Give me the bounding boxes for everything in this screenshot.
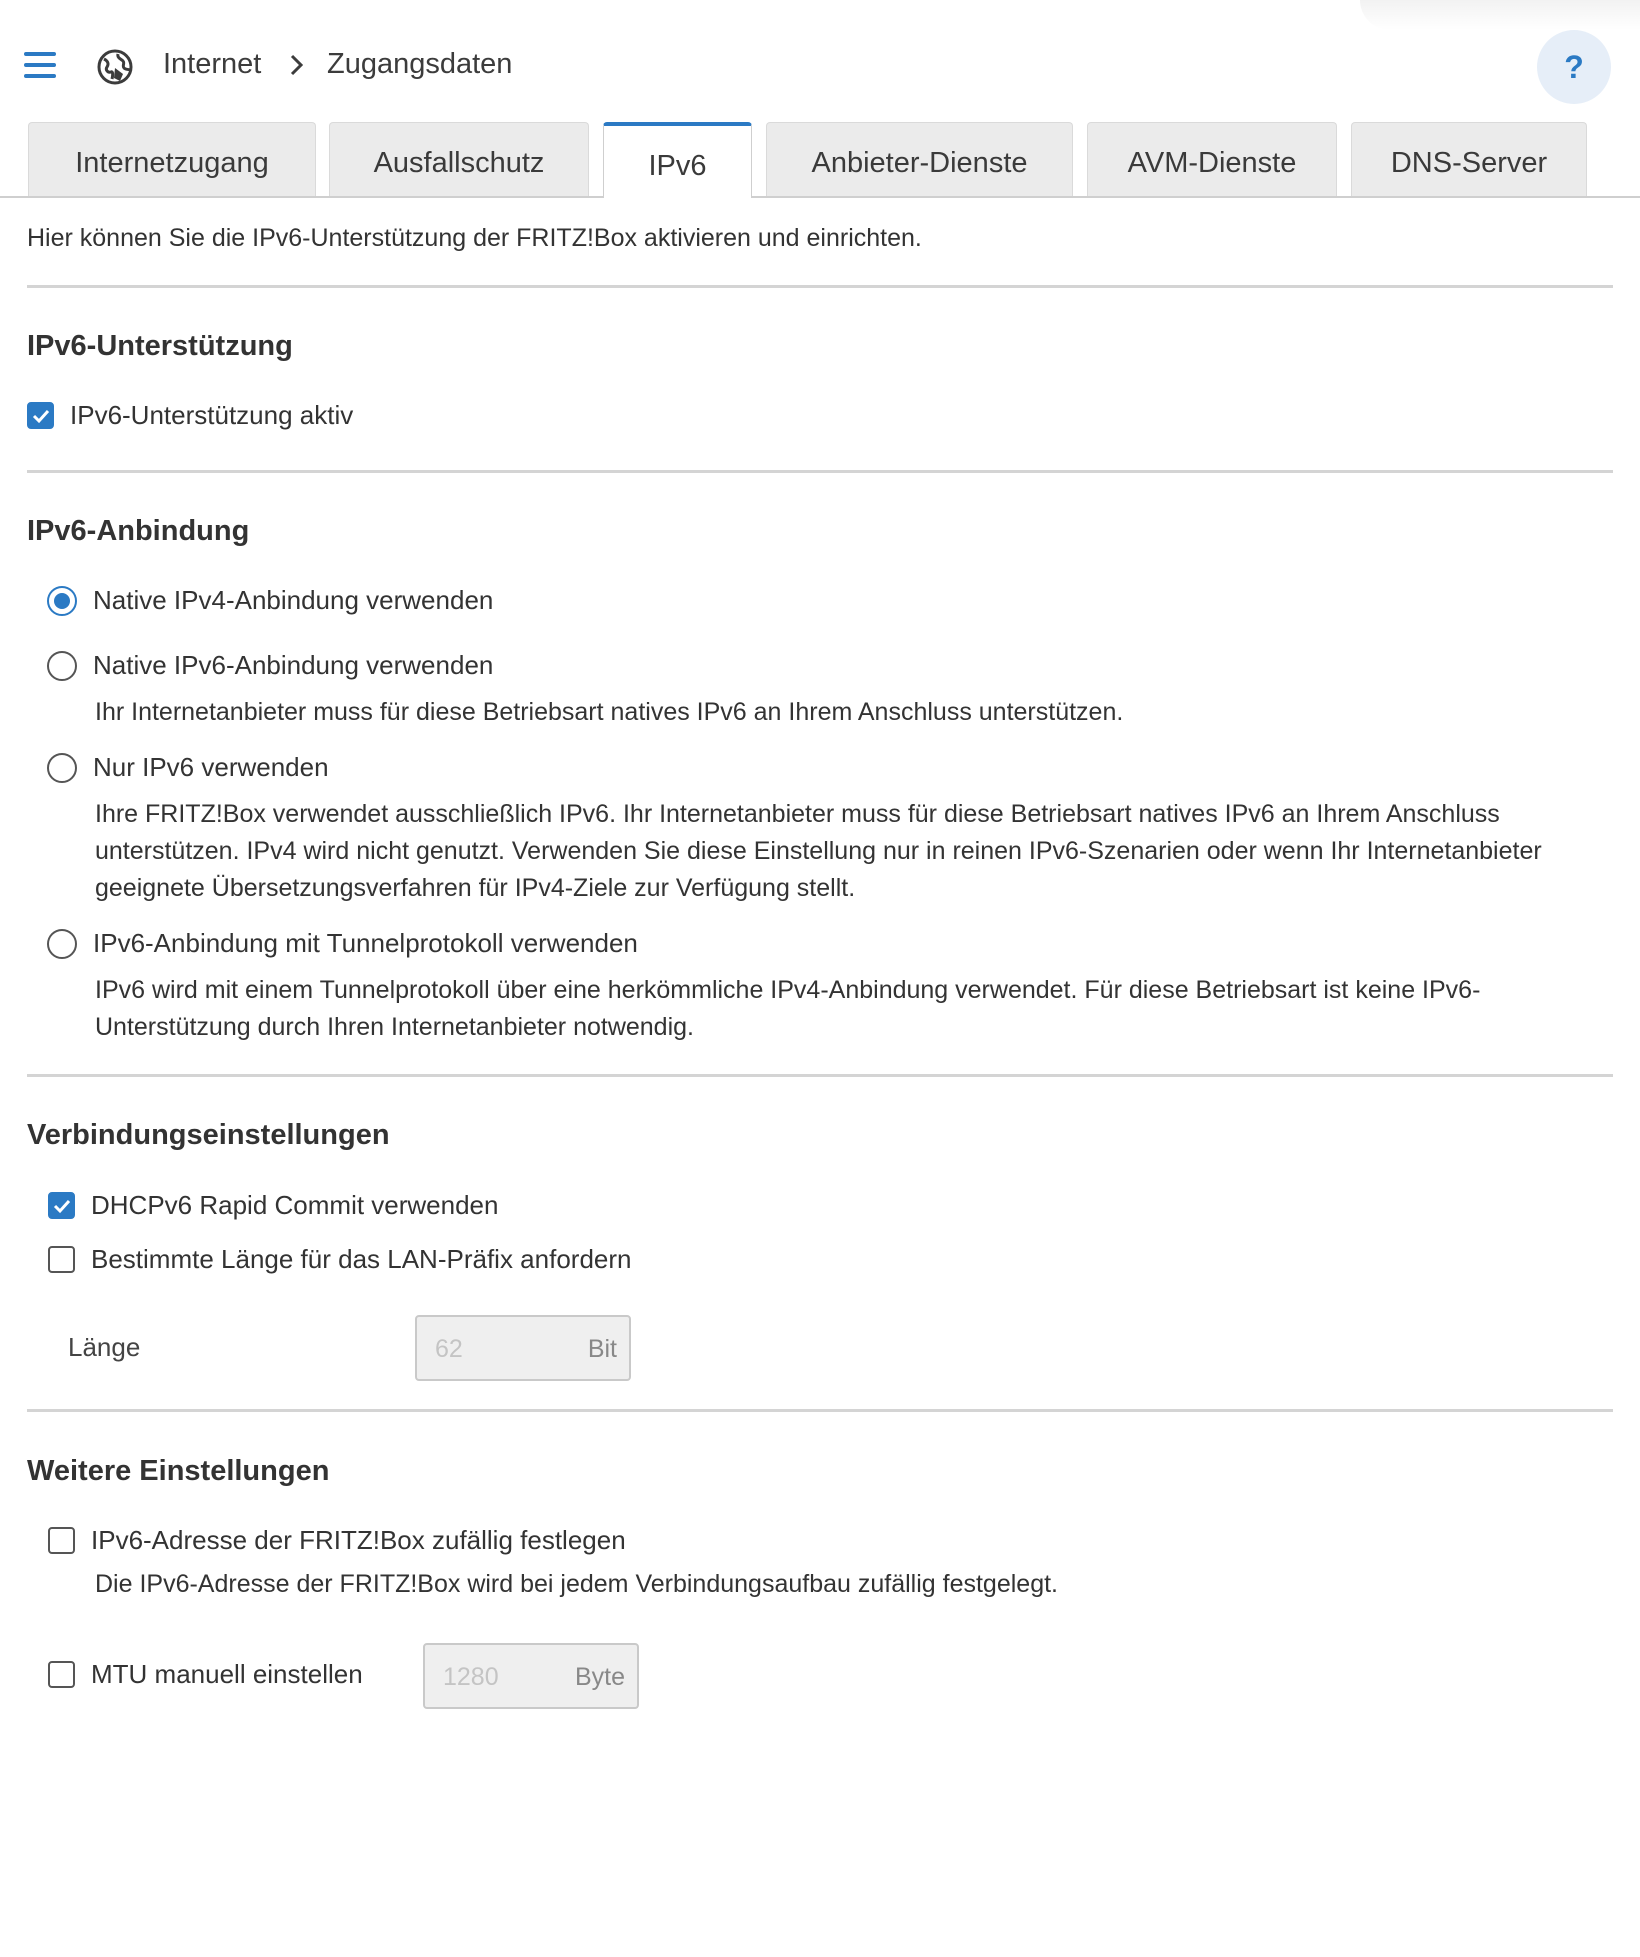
- radio-only-ipv6-desc: Ihre FRITZ!Box verwendet ausschließlich IPv6. Ihr Internetanbieter muss für diese Betriebsart natives IPv6 an Ihrem Anschluss unterstützen. IPv4 wird nicht genutzt. Verwenden Sie diese Einstellung nur in reinen IPv6-Szenarien oder wenn Ihr Internetanbieter geeignete Übersetzungsverfahren für IPv4-Ziele zur Verfügung stellt.: [95, 800, 1542, 902]
- radio-tunnel-row[interactable]: [47, 928, 638, 959]
- radio-tunnel[interactable]: [47, 929, 77, 959]
- section-title-connection: Verbindungseinstellungen: [27, 1119, 390, 1151]
- help-button[interactable]: ?: [1537, 30, 1611, 104]
- random-address-row[interactable]: [48, 1525, 626, 1556]
- length-value: 62: [435, 1335, 463, 1363]
- ipv6-support-checkbox-row[interactable]: [27, 400, 353, 431]
- radio-native-ipv4-label: Native IPv4-Anbindung verwenden: [93, 585, 494, 615]
- menu-icon[interactable]: [24, 52, 56, 78]
- radio-only-ipv6[interactable]: [47, 753, 77, 783]
- chevron-right-icon: [286, 50, 308, 80]
- random-address-label: IPv6-Adresse der FRITZ!Box zufällig festlegen: [91, 1525, 626, 1555]
- length-input[interactable]: [415, 1315, 631, 1381]
- divider: [27, 1074, 1613, 1077]
- divider: [27, 1409, 1613, 1412]
- tab-ipv6[interactable]: IPv6: [603, 122, 752, 198]
- radio-only-ipv6-row[interactable]: [47, 752, 329, 783]
- prefix-length-row[interactable]: [48, 1244, 631, 1275]
- tab-anbieter-dienste[interactable]: Anbieter-Dienste: [766, 122, 1073, 196]
- prefix-length-checkbox[interactable]: [48, 1246, 75, 1273]
- tab-bar: [0, 122, 1640, 198]
- mtu-checkbox[interactable]: [48, 1661, 75, 1688]
- mtu-unit: Byte: [574, 1663, 625, 1691]
- tab-internetzugang[interactable]: Internetzugang: [28, 122, 316, 196]
- header: [0, 0, 1640, 122]
- radio-only-ipv6-label: Nur IPv6 verwenden: [93, 752, 329, 782]
- radio-tunnel-label: IPv6-Anbindung mit Tunnelprotokoll verwenden: [93, 928, 638, 958]
- section-title-further: Weitere Einstellungen: [27, 1455, 330, 1487]
- globe-icon: [96, 48, 134, 86]
- intro-text: Hier können Sie die IPv6-Unterstützung der FRITZ!Box aktivieren und einrichten.: [27, 224, 922, 252]
- section-title-binding: IPv6-Anbindung: [27, 515, 250, 547]
- prefix-length-label: Bestimmte Länge für das LAN-Präfix anfordern: [91, 1244, 632, 1274]
- divider: [27, 285, 1613, 288]
- header-corner-shadow: [1360, 0, 1640, 30]
- radio-native-ipv6-label: Native IPv6-Anbindung verwenden: [93, 650, 494, 680]
- random-address-desc: Die IPv6-Adresse der FRITZ!Box wird bei jedem Verbindungsaufbau zufällig festgelegt.: [95, 1570, 1058, 1598]
- tab-dns-server[interactable]: DNS-Server: [1351, 122, 1587, 196]
- section-title-support: IPv6-Unterstützung: [27, 330, 293, 362]
- radio-native-ipv4-row[interactable]: [47, 585, 493, 616]
- divider: [27, 470, 1613, 473]
- rapid-commit-checkbox[interactable]: [48, 1192, 75, 1219]
- radio-native-ipv6-row[interactable]: [47, 650, 493, 681]
- check-icon: [52, 1196, 72, 1216]
- rapid-commit-row[interactable]: [48, 1190, 498, 1221]
- length-label: Länge: [68, 1332, 141, 1362]
- rapid-commit-label: DHCPv6 Rapid Commit verwenden: [91, 1190, 499, 1220]
- length-unit: Bit: [587, 1335, 617, 1363]
- breadcrumb-current: Zugangsdaten: [327, 48, 513, 80]
- tab-ausfallschutz[interactable]: Ausfallschutz: [329, 122, 589, 196]
- radio-native-ipv6-desc: Ihr Internetanbieter muss für diese Betriebsart natives IPv6 an Ihrem Anschluss unterstützen.: [95, 698, 1124, 726]
- radio-tunnel-desc: IPv6 wird mit einem Tunnelprotokoll über eine herkömmliche IPv4-Anbindung verwendet. Für diese Betriebsart ist keine IPv6-Unterstützung durch Ihren Internetanbieter notwendig.: [95, 976, 1481, 1041]
- random-address-checkbox[interactable]: [48, 1527, 75, 1554]
- radio-native-ipv4[interactable]: [47, 586, 77, 616]
- ipv6-support-checkbox[interactable]: [27, 402, 54, 429]
- ipv6-support-label: IPv6-Unterstützung aktiv: [70, 400, 354, 430]
- mtu-input[interactable]: [423, 1643, 639, 1709]
- breadcrumb-internet[interactable]: Internet: [163, 48, 262, 80]
- mtu-label: MTU manuell einstellen: [91, 1659, 363, 1689]
- mtu-value: 1280: [443, 1663, 499, 1691]
- check-icon: [31, 406, 51, 426]
- radio-native-ipv6[interactable]: [47, 651, 77, 681]
- tab-avm-dienste[interactable]: AVM-Dienste: [1087, 122, 1337, 196]
- mtu-row[interactable]: [48, 1659, 363, 1690]
